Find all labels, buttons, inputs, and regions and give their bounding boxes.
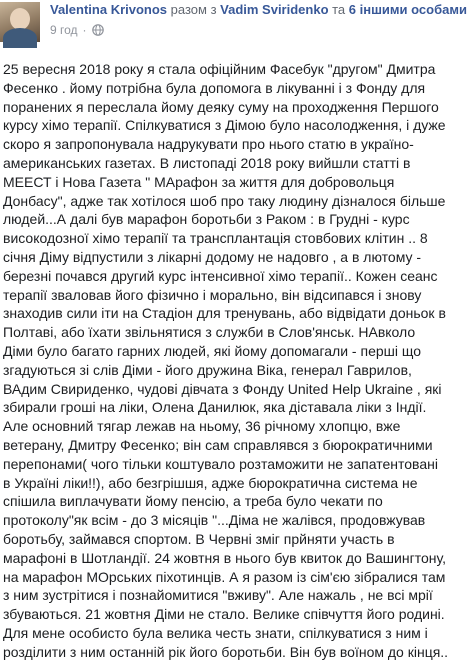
globe-icon[interactable]: [92, 24, 104, 36]
tagged-others-link[interactable]: 6 іншими особами: [348, 2, 467, 17]
author-line: [50, 2, 467, 18]
meta-separator: ·: [82, 23, 87, 37]
with-text: разом з: [167, 2, 221, 17]
post-timestamp[interactable]: 9 год: [50, 23, 78, 37]
author-avatar[interactable]: [0, 2, 40, 42]
author-name-link[interactable]: Valentina Krivonos: [50, 2, 168, 17]
and-text: та: [328, 2, 349, 17]
post-header: [0, 0, 467, 56]
post-meta: [50, 22, 104, 38]
tagged-person-link[interactable]: Vadim Sviridenko: [220, 2, 329, 17]
post-body: 25 вересня 2018 року я стала офіційним Фасебук "другом" Дмитра Фесенко . йому потрібна була допомога в лікуванні і з Фонду для поранених я переслала йому деяку суму на проходження Першого курсу хімо терапії. Спілкуватися з Дімою було насолодження, і дуже скоро я запропонувала надрукувати про нього статю в україно-американських газетах. В листопаді 2018 року вийшли статті в МЕЕСТ і Нова Газета " МАрафон за життя для добровольця Донбасу", адже так хотілося шоб про таку людину дізналося більше людей...А далі був марафон боротьби з Раком : в Грудні - курс високодозної хімо терапії та трансплантація стовбових клітин .. 8 січня Діму відпустили з лікарні додому не надовго , а в лютому - березні почався другий курс інтенсивної хімо терапії.. Кожен сеанс терапії зваловав його фізично і морально, він відсипався і знову знаходив сили іти на Стадіон для тренувань, або відвідати доньок в Полтаві, або їхати звільнятися з служби в Слов'янськ. НАвколо Діми було багато гарних людей, які йому допомагали - перші що згадуються зі слів Діми - його дружина Віка, генерал Гаврилов, ВАдим Свириденко, чудові дівчата з Фонду United Help Ukraine , які збирали гроші на ліки, Олена Данилюк, яка діставала ліки з Індії. Але основний тягар лежав на ньому, 36 річному хлопцю, вже ветерану, Дмитру Фесенко; він сам справлявся з бюрократичними перепонами( чого тільки коштувало розтаможити не запатентовані в Україні ліки!!), або безгрішшя, адже бюрократична система не спішила виплачувати йому пенсію, а треба було чекати по протоколу"як всім - до 3 місяців "...Діма не жалівся, продовжував боротьбу, займався спортом. В Червні зміг прйняти участь в марафоні в Шотландії. 24 жовтня в нього був квиток до Вашингтону, на марафон МОрських піхотинців. А я разом із сім'єю зібралися там з ним зустрітися і познайомитися "вживу". Але нажаль , не всі мрії збуваються. 21 жовтня Діми не стало. Велике співчуття його родині. Для мене особисто була велика честь знати, спілкуватися з ним і розділити з ним останній рік його боротьби. Він був воїном до кінця..: [3, 61, 449, 660]
